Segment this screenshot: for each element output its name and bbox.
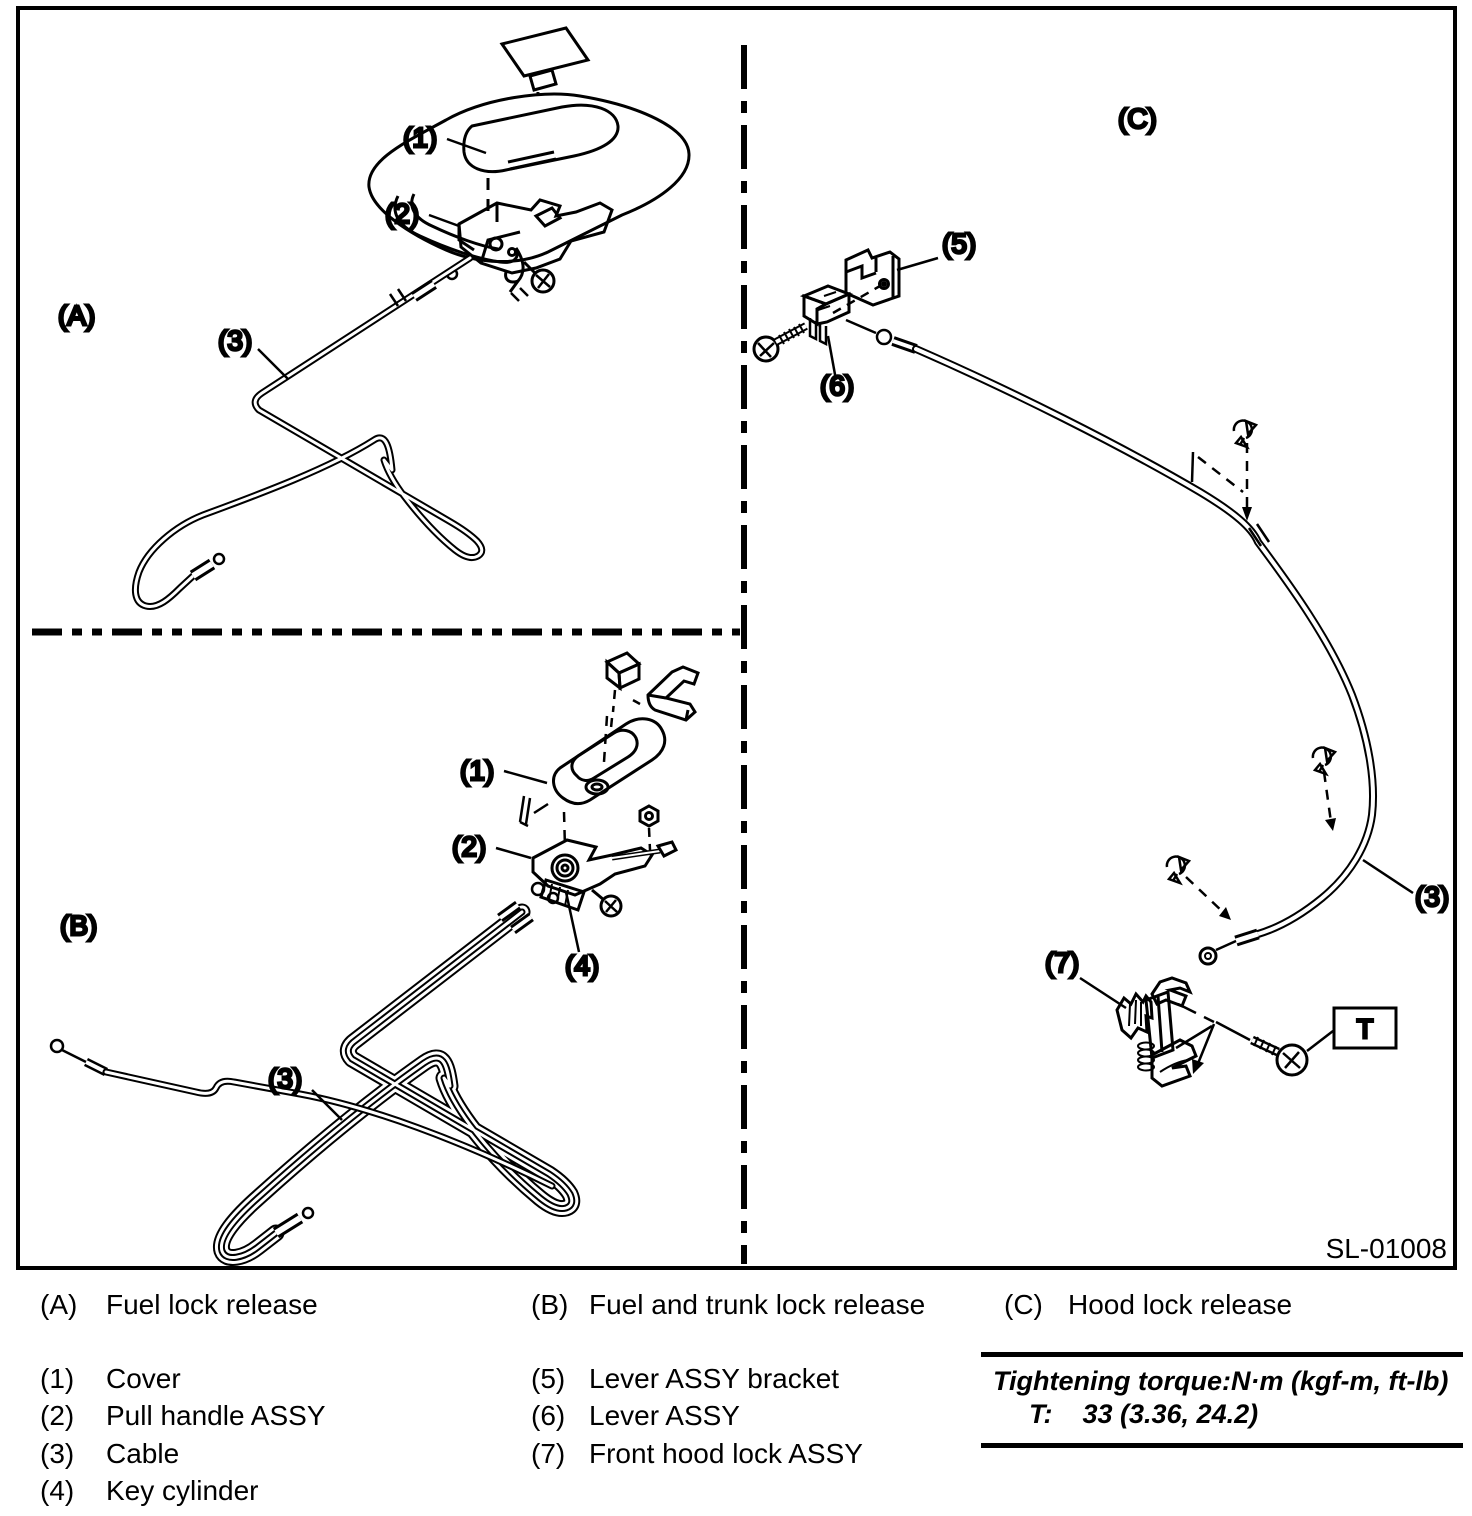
- legend-label: Lever ASSY bracket: [589, 1363, 840, 1394]
- callout-b-1: (1): [460, 755, 495, 786]
- torque-t-label: T:: [1029, 1399, 1053, 1429]
- clip-block-b: [607, 653, 639, 688]
- legend-key: (1): [40, 1363, 75, 1394]
- legend-label: Pull handle ASSY: [106, 1400, 326, 1431]
- bolt-t: [1252, 1037, 1307, 1075]
- clip-2-arrow: [1325, 818, 1336, 831]
- cable-clip-1-icon: [1234, 421, 1256, 447]
- legend-label: Key cylinder: [106, 1475, 259, 1506]
- cable-a: [135, 258, 481, 607]
- legend-key: (4): [40, 1475, 75, 1506]
- legend-label: Front hood lock ASSY: [589, 1438, 863, 1469]
- front-hood-lock-assy-7: [1117, 978, 1196, 1086]
- legend-key: (7): [531, 1438, 566, 1469]
- torque-value: 33 (3.36, 24.2): [1082, 1399, 1259, 1429]
- clip-1-dash-diag: [1198, 457, 1243, 492]
- cover-lid-plate: [502, 28, 588, 90]
- leader-c-cable: [846, 320, 876, 333]
- leader-b-2: [496, 848, 531, 858]
- legend-key: (A): [40, 1289, 78, 1320]
- diagram-code: SL-01008: [1325, 1233, 1447, 1264]
- torque-symbol: T: [1356, 1014, 1374, 1044]
- cable-c: [893, 341, 1373, 964]
- clip-2-dash: [1324, 772, 1331, 822]
- leader-b-1: [504, 771, 547, 783]
- callout-b-3: (3): [268, 1063, 303, 1094]
- callout-c-3: (3): [1415, 881, 1450, 912]
- torque-value-row: [981, 1398, 1463, 1431]
- lock-pointer-arrow: [1192, 1059, 1204, 1074]
- assembly-dash-b-strip: [631, 699, 640, 704]
- cable-end-nut-c: [877, 330, 891, 344]
- clip-3-arrow: [1219, 907, 1231, 920]
- legend-key: (B): [531, 1289, 569, 1320]
- cable-clip-2-icon: [1313, 748, 1335, 774]
- legend-label: Fuel and trunk lock release: [589, 1289, 926, 1320]
- callout-b-4: (4): [565, 950, 600, 981]
- callout-b-2: (2): [452, 831, 487, 862]
- callout-a-2: (2): [385, 198, 420, 229]
- callout-a-1: (1): [403, 122, 438, 153]
- bolt-6: [754, 324, 806, 361]
- callout-c-5: (5): [942, 228, 977, 259]
- legend-key: (2): [40, 1400, 75, 1431]
- assembly-dash-b-nut: [649, 828, 650, 850]
- cable-clip-3-icon: [1167, 857, 1189, 883]
- callout-c-6: (6): [820, 370, 855, 401]
- legend-label: Hood lock release: [1068, 1289, 1293, 1320]
- strip-bracket-b: [648, 667, 698, 720]
- callout-c-7: (7): [1045, 947, 1080, 978]
- section-a-fuel-lock-release: [58, 28, 689, 607]
- lock-dash-pointer: [1178, 1004, 1214, 1022]
- legend-label: Cover: [106, 1363, 181, 1394]
- leader-c-7: [1080, 978, 1126, 1008]
- legend-key: (6): [531, 1400, 566, 1431]
- section-b-fuel-trunk-lock-release: [51, 653, 698, 1258]
- section-c-label: (C): [1118, 103, 1157, 134]
- leader-b-4: [566, 892, 579, 952]
- legend-label: Cable: [106, 1438, 180, 1469]
- legend-label: Fuel lock release: [106, 1289, 318, 1320]
- legend-key: (3): [40, 1438, 75, 1469]
- leader-c-3: [1363, 860, 1413, 893]
- nut-b: [640, 806, 658, 826]
- clip-3-dash: [1186, 877, 1224, 913]
- section-a-label: (A): [58, 300, 96, 331]
- clip-1-tick: [1192, 452, 1193, 482]
- leader-t: [1307, 1031, 1333, 1051]
- legend-key: (C): [1004, 1289, 1043, 1320]
- leader-c-5: [897, 258, 938, 270]
- tightening-torque-box: [981, 1352, 1463, 1448]
- leader-a-3: [258, 349, 288, 379]
- section-c-hood-lock-release: [754, 103, 1449, 1086]
- legend-key: (5): [531, 1363, 566, 1394]
- lever-assy-bracket-5: [846, 250, 899, 305]
- legend-label: Lever ASSY: [589, 1400, 740, 1431]
- assembly-dash-b-top: [611, 690, 615, 728]
- torque-title: Tightening torque:N·m (kgf-m, ft-lb): [993, 1366, 1449, 1396]
- section-b-label: (B): [60, 910, 98, 941]
- screw-b: [592, 890, 621, 916]
- callout-a-3: (3): [218, 325, 253, 356]
- lever-assy-6: [804, 286, 849, 344]
